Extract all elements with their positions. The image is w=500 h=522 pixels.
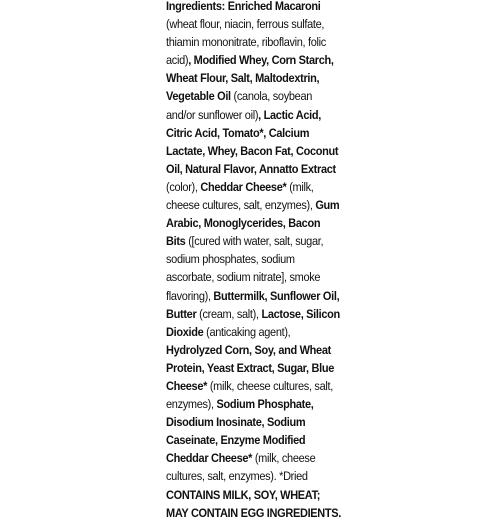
ingredient-segment: Hydrolyzed Corn, Soy, and Wheat Protein, Yeast Extract, Sugar, Blue Cheese* xyxy=(166,342,335,393)
ingredient-segment: (milk, cheese cultures, salt, enzymes). *Dried xyxy=(166,451,316,484)
ingredient-segment: , Modified Whey, Corn Starch, Wheat Flour, Salt, Maltodextrin, Vegetable Oil xyxy=(166,53,334,104)
ingredient-segment: Ingredients: Enriched Macaroni xyxy=(166,0,321,13)
ingredient-segment: Sodium Phosphate, Disodium Inosinate, Sodium Caseinate, Enzyme Modified Cheddar Cheese* xyxy=(166,397,314,466)
ingredient-segment: (cream, salt), xyxy=(199,306,262,321)
ingredient-segment: (milk, cheese cultures, salt, enzymes), xyxy=(166,378,333,412)
ingredient-segment: , Lactic Acid, Citric Acid, Tomato*, Calcium Lactate, Whey, Bacon Fat, Coconut Oil, Natural Flavor, Annatto Extract xyxy=(166,107,339,176)
ingredient-segment: Cheddar Cheese* xyxy=(200,179,290,194)
ingredients-panel xyxy=(166,0,342,522)
ingredient-segment: (canola, soybean and/or sunflower oil) xyxy=(166,89,313,122)
allergen-statement: CONTAINS MILK, SOY, WHEAT; MAY CONTAIN EGG INGREDIENTS. xyxy=(166,487,342,520)
ingredient-segment: Gum Arabic, Monoglycerides, Bacon Bits xyxy=(166,198,340,249)
ingredient-segment: Lactose, Silicon Dioxide xyxy=(166,306,340,339)
ingredient-segment: (anticaking agent), xyxy=(206,324,291,339)
ingredient-segment: (color), xyxy=(166,179,201,194)
ingredient-segment: (milk, cheese cultures, salt, enzymes), xyxy=(166,179,316,213)
ingredients-list xyxy=(166,0,342,522)
ingredient-segment: (wheat flour, niacin, ferrous sulfate, thiamin mononitrate, riboflavin, folic acid) xyxy=(166,17,326,68)
ingredient-segment: ([cured with water, salt, sugar, sodium phosphates, sodium ascorbate, sodium nitrate], smoke flavoring), xyxy=(166,234,324,303)
ingredient-segment: Buttermilk, Sunflower Oil, Butter xyxy=(166,288,340,321)
